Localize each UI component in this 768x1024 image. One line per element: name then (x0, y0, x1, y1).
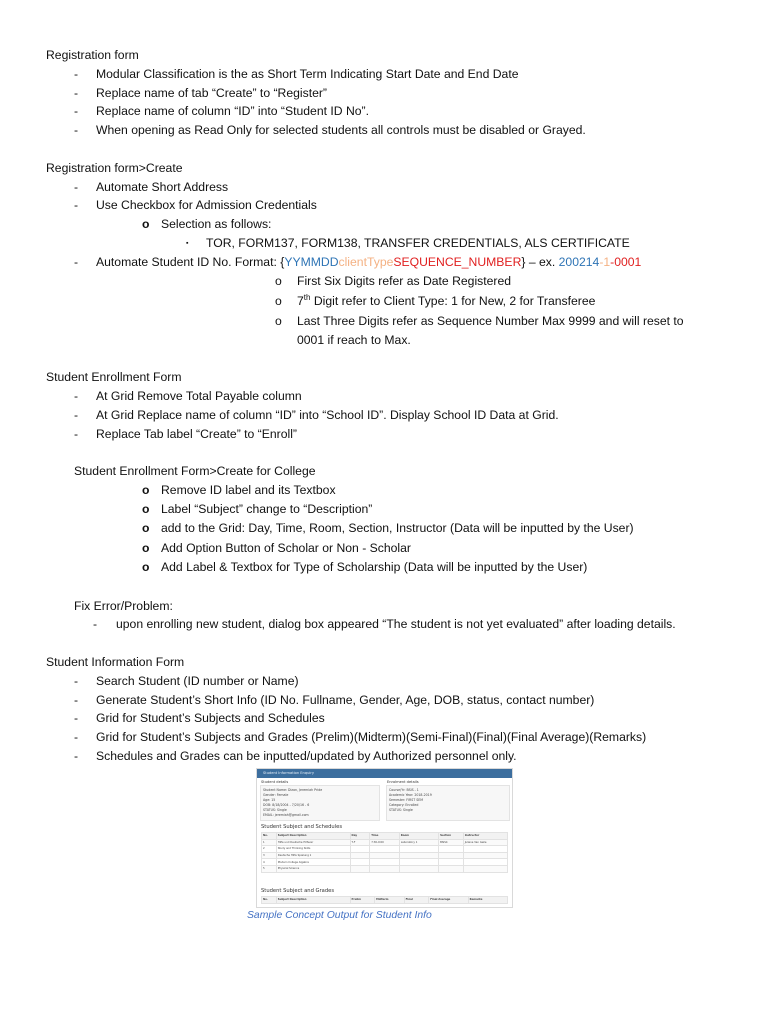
table-cell (350, 846, 370, 853)
column-header: Subject Description (276, 897, 350, 904)
column-header: Midterm (375, 897, 405, 904)
dash-bullet: - (74, 180, 79, 194)
circle-bullet: o (142, 483, 150, 497)
registration-create-heading: Registration form>Create (46, 161, 183, 175)
enrolment-line: Category: Enrolled (389, 803, 419, 807)
list-item: add to the Grid: Day, Time, Room, Section, Instructor (Data will be inputted by the User) (161, 521, 634, 535)
table-cell (463, 846, 507, 853)
enrolment-line: Academic Year: 2018-2019 (389, 793, 432, 797)
list-item: Add Label & Textbox for Type of Scholarship (Data will be inputted by the User) (161, 560, 588, 574)
column-header: Room (399, 833, 438, 840)
enrolment-line: STATUS: Single (389, 808, 413, 812)
table-cell (399, 859, 438, 866)
figure-caption: Sample Concept Output for Student Info (247, 910, 432, 921)
rule2-superscript: th (303, 292, 311, 302)
table-cell: T-F (350, 839, 370, 846)
table-cell (399, 846, 438, 853)
student-details-label: Student details (261, 780, 289, 784)
column-header: Remarks (468, 897, 507, 904)
table-cell (463, 859, 507, 866)
grades-title: Student Subject and Grades (261, 888, 335, 894)
dash-bullet: - (74, 389, 79, 403)
table-cell (463, 865, 507, 872)
table-cell (350, 865, 370, 872)
example-dash: - (610, 255, 615, 269)
detail-line: Student Name: Dizon, Jeremiah Pride (263, 788, 323, 792)
list-item: Use Checkbox for Admission Credentials (96, 198, 317, 212)
circle-bullet: o (142, 217, 150, 231)
column-header: Final Average (429, 897, 468, 904)
table-cell (399, 852, 438, 859)
enrollment-college-heading: Student Enrollment Form>Create for College (74, 464, 316, 478)
list-item: At Grid Remove Total Payable column (96, 389, 302, 403)
list-item: Grid for Student’s Subjects and Grades (Prelim)(Midterm)(Semi-Final)(Final)(Final Average)(Remarks) (96, 730, 647, 744)
concept-screenshot (256, 768, 513, 908)
list-item: At Grid Replace name of column “ID” into “School ID”. Display School ID Data at Grid. (96, 408, 559, 422)
circle-bullet: o (142, 521, 150, 535)
enrollment-heading: Student Enrollment Form (46, 370, 182, 384)
dash-bullet: - (74, 104, 79, 118)
circle-bullet: o (142, 560, 150, 574)
dash-bullet: - (93, 617, 98, 631)
example-client: 1 (603, 255, 611, 269)
table-cell: 3 (262, 852, 277, 859)
list-item: Automate Short Address (96, 180, 229, 194)
dash-bullet: - (74, 749, 79, 763)
column-header: No. (262, 833, 277, 840)
dash-bullet: - (74, 408, 79, 422)
table-cell: 5 (262, 865, 277, 872)
format-client-part: clientType (338, 255, 394, 269)
list-item: Generate Student’s Short Info (ID No. Fullname, Gender, Age, DOB, status, contact number) (96, 693, 595, 707)
format-sequence-part: SEQUENCE_NUMBER (393, 255, 522, 269)
student-details-panel (260, 785, 380, 821)
example-dash: - (599, 255, 604, 269)
table-cell: 2 (262, 846, 277, 853)
column-header: No. (262, 897, 277, 904)
column-header: Instructor (463, 833, 507, 840)
rule2-number: 7 (297, 294, 304, 308)
dash-bullet: - (74, 67, 79, 81)
grades-table (261, 896, 508, 904)
dash-bullet: - (74, 123, 79, 137)
window-title: Student Information Enquiry (263, 771, 314, 775)
list-item: When opening as Read Only for selected students all controls must be disabled or Grayed. (96, 123, 586, 137)
registration-heading: Registration form (46, 48, 139, 62)
list-item: First Six Digits refer as Date Registered (297, 274, 512, 288)
table-row (262, 859, 508, 866)
table-cell: Deutsche Hilfe Spielung 1 (276, 852, 350, 859)
square-bullet: ▪ (186, 240, 189, 247)
column-header: Day (350, 833, 370, 840)
list-item: Replace Tab label “Create” to “Enroll” (96, 427, 297, 441)
table-cell (439, 852, 464, 859)
dash-bullet: - (74, 198, 79, 212)
detail-line: Age: 15 (263, 798, 276, 802)
table-cell (370, 859, 400, 866)
enrolment-details-panel (386, 785, 510, 821)
fix-error-heading: Fix Error/Problem: (74, 599, 173, 613)
format-prefix: Automate Student ID No. Format: { (96, 255, 285, 269)
dash-bullet: - (74, 693, 79, 707)
list-item: Label “Subject” change to “Description” (161, 502, 373, 516)
table-cell: BSIS4 (439, 839, 464, 846)
rule2-text: Digit refer to Client Type: 1 for New, 2 for Transferee (310, 294, 596, 308)
list-item: Modular Classification is the as Short Term Indicating Start Date and End Date (96, 67, 519, 81)
dash-bullet: - (74, 255, 79, 269)
list-item: TOR, FORM137, FORM138, TRANSFER CREDENTIALS, ALS CERTIFICATE (206, 236, 630, 250)
table-cell (439, 846, 464, 853)
dash-bullet: - (74, 711, 79, 725)
list-item (297, 294, 595, 309)
example-sequence: 0001 (614, 255, 642, 269)
detail-line: DOB: 8/18/2004 - 7/20/16 - 6 (263, 803, 310, 807)
table-header-row (262, 897, 508, 904)
detail-line: EMAIL: jeremiah@gmail.com (263, 813, 309, 817)
circle-bullet: o (142, 502, 150, 516)
circle-bullet: o (275, 294, 282, 308)
table-row (262, 852, 508, 859)
column-header: Prelim (350, 897, 375, 904)
student-info-heading: Student Information Form (46, 655, 185, 669)
column-header: Subject Description (276, 833, 350, 840)
table-cell (350, 859, 370, 866)
table-cell (399, 865, 438, 872)
table-cell (350, 852, 370, 859)
enrolment-details-label: Enrolment details (387, 780, 419, 784)
dash-bullet: - (74, 730, 79, 744)
example-date: 200214 (558, 255, 600, 269)
list-item: Schedules and Grades can be inputted/updated by Authorized personnel only. (96, 749, 517, 763)
list-item: Selection as follows: (161, 217, 272, 231)
table-row (262, 839, 508, 846)
format-date-part: YYMMDD (284, 255, 339, 269)
table-row (262, 865, 508, 872)
table-cell: 1 (262, 839, 277, 846)
dash-bullet: - (74, 674, 79, 688)
table-cell: Modern College Algebra (276, 859, 350, 866)
table-cell (439, 859, 464, 866)
circle-bullet: o (142, 541, 150, 555)
list-item: Replace name of column “ID” into “Student ID No”. (96, 104, 369, 118)
table-cell: Study and Thinking Skills (276, 846, 350, 853)
enrolment-line: Semester: FIRST SEM (389, 798, 424, 802)
schedules-title: Student Subject and Schedules (261, 824, 343, 830)
window-title-bar (257, 769, 512, 778)
list-item: Replace name of tab “Create” to “Register” (96, 86, 327, 100)
table-cell: 4 (262, 859, 277, 866)
format-middle: } – ex. (521, 255, 559, 269)
table-cell: Physical Science (276, 865, 350, 872)
detail-line: Gender: Female (263, 793, 289, 797)
dash-bullet: - (74, 427, 79, 441)
enrolment-line: Course/Yr: BSIS - 1 (389, 788, 419, 792)
table-cell (370, 852, 400, 859)
detail-line: STATUS: Single (263, 808, 287, 812)
column-header: Section (439, 833, 464, 840)
table-header-row (262, 833, 508, 840)
table-cell (463, 852, 507, 859)
dash-bullet: - (74, 86, 79, 100)
table-cell (370, 846, 400, 853)
table-cell: Hilfe und Deutsche Hilfsver (276, 839, 350, 846)
column-header: Time (370, 833, 400, 840)
circle-bullet: o (275, 314, 282, 328)
list-item: Remove ID label and its Textbox (161, 483, 336, 497)
schedules-table (261, 832, 508, 873)
table-cell: 7:30-9:00 (370, 839, 400, 846)
list-item-continuation: 0001 if reach to Max. (297, 333, 411, 347)
circle-bullet: o (275, 274, 282, 288)
table-cell: Juliane Van Geile (463, 839, 507, 846)
student-id-format (96, 255, 641, 270)
list-item: Search Student (ID number or Name) (96, 674, 299, 688)
table-cell: Laboratory 1 (399, 839, 438, 846)
list-item: Add Option Button of Scholar or Non - Scholar (161, 541, 411, 555)
column-header: Final (404, 897, 429, 904)
table-row (262, 846, 508, 853)
table-cell (370, 865, 400, 872)
list-item: Grid for Student’s Subjects and Schedules (96, 711, 325, 725)
list-item: Last Three Digits refer as Sequence Number Max 9999 and will reset to (297, 314, 684, 328)
list-item: upon enrolling new student, dialog box appeared “The student is not yet evaluated” after loading details. (116, 617, 676, 631)
table-cell (439, 865, 464, 872)
